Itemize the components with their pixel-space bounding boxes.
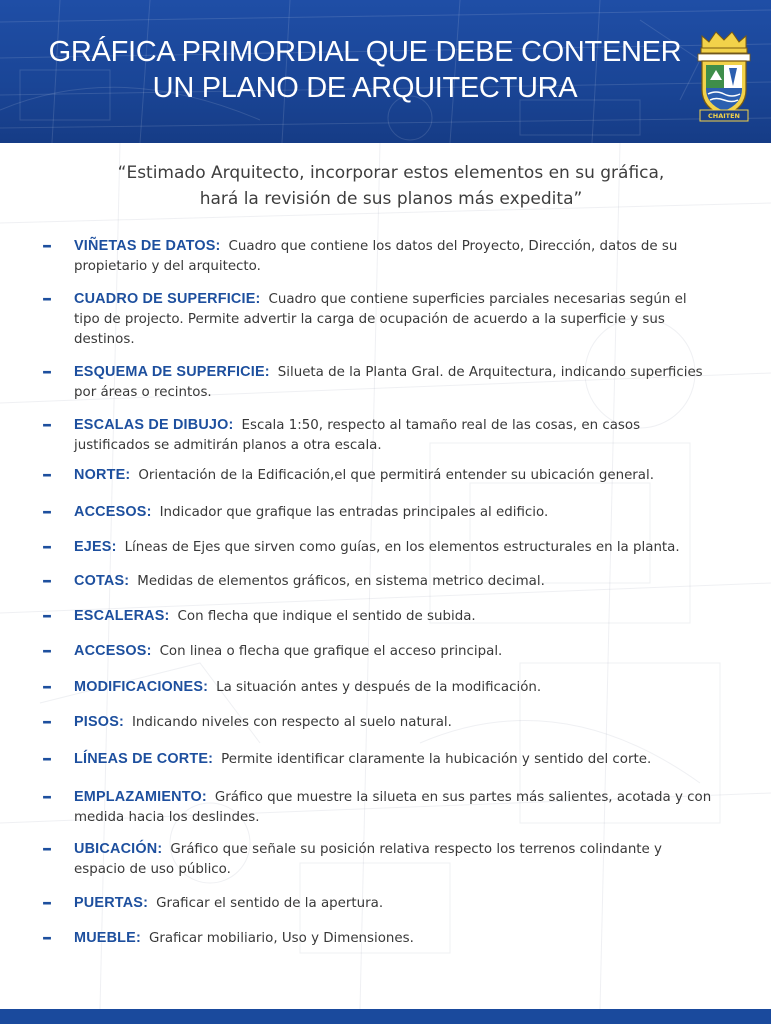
header-banner xyxy=(0,0,771,143)
item-description: Cuadro que contiene superficies parciales necesarias según el tipo de projecto. Permite advertir la carga de ocupación de acuerdo a la superficie y sus destinos. xyxy=(74,292,687,347)
item-term: ESCALAS DE DIBUJO: xyxy=(74,417,234,433)
list-item xyxy=(42,499,714,523)
item-term: NORTE: xyxy=(74,467,131,483)
item-term: ACCESOS: xyxy=(74,504,152,520)
item-term: PUERTAS: xyxy=(74,895,149,911)
item-description: Permite identificar claramente la hubicación y sentido del corte. xyxy=(221,752,652,767)
list-item xyxy=(42,534,714,558)
quote-line-2: hará la revisión de sus planos más expedita” xyxy=(199,189,583,209)
list-item xyxy=(42,836,714,880)
item-description: Líneas de Ejes que sirven como guías, en los elementos estructurales en la planta. xyxy=(124,540,680,555)
item-description: Indicador que grafique las entradas principales al edificio. xyxy=(159,505,549,520)
dash-icon: – xyxy=(42,233,52,257)
item-description: Graficar mobiliario, Uso y Dimensiones. xyxy=(148,931,414,946)
dash-icon: – xyxy=(42,359,52,383)
item-description: Escala 1:50, respecto al tamaño real de las cosas, en casos justificados se admitirán planos a otra escala. xyxy=(74,418,641,453)
dash-icon: – xyxy=(42,638,52,662)
crest-icon xyxy=(696,28,752,122)
list-item xyxy=(42,568,714,592)
item-description: Graficar el sentido de la apertura. xyxy=(156,896,384,911)
item-description: Gráfico que muestre la silueta en sus partes más salientes, acotada y con medida hacia los deslindes. xyxy=(74,790,712,825)
dash-icon: – xyxy=(42,890,52,914)
item-term: ESQUEMA DE SUPERFICIE: xyxy=(74,364,270,380)
item-description: Silueta de la Planta Gral. de Arquitectura, indicando superficies por áreas o recintos. xyxy=(74,365,703,400)
quote-line-1: “Estimado Arquitecto, incorporar estos elementos en su gráfica, xyxy=(117,163,665,183)
list-item xyxy=(42,890,714,914)
dash-icon: – xyxy=(42,603,52,627)
dash-icon: – xyxy=(42,412,52,436)
title-line-2: UN PLANO DE ARQUITECTURA xyxy=(152,72,578,104)
item-term: MUEBLE: xyxy=(74,930,141,946)
dash-icon: – xyxy=(42,286,52,310)
item-description: Cuadro que contiene los datos del Proyecto, Dirección, datos de su propietario y del arquitecto. xyxy=(74,239,678,274)
item-term: EJES: xyxy=(74,539,117,555)
crest-label: CHAITEN xyxy=(708,112,740,120)
dash-icon: – xyxy=(42,462,52,486)
list-item xyxy=(42,412,714,456)
dash-icon: – xyxy=(42,568,52,592)
item-description: Medidas de elementos gráficos, en sistema metrico decimal. xyxy=(137,574,545,589)
footer-bar xyxy=(0,1009,771,1024)
item-term: EMPLAZAMIENTO: xyxy=(74,789,207,805)
item-term: VIÑETAS DE DATOS: xyxy=(74,238,221,254)
page-title xyxy=(40,34,690,106)
item-term: ESCALERAS: xyxy=(74,608,170,624)
dash-icon: – xyxy=(42,709,52,733)
list-item xyxy=(42,925,714,949)
list-item xyxy=(42,359,714,403)
item-term: CUADRO DE SUPERFICIE: xyxy=(74,291,261,307)
dash-icon: – xyxy=(42,925,52,949)
list-item xyxy=(42,233,714,277)
dash-icon: – xyxy=(42,674,52,698)
list-item xyxy=(42,674,714,698)
dash-icon: – xyxy=(42,499,52,523)
item-term: PISOS: xyxy=(74,714,124,730)
item-description: La situación antes y después de la modificación. xyxy=(216,680,542,695)
dash-icon: – xyxy=(42,746,52,770)
item-term: MODIFICACIONES: xyxy=(74,679,209,695)
item-term: ACCESOS: xyxy=(74,643,152,659)
item-description: Orientación de la Edificación,el que permitirá entender su ubicación general. xyxy=(138,468,654,483)
list-item xyxy=(42,638,714,662)
dash-icon: – xyxy=(42,836,52,860)
list-item xyxy=(42,784,714,828)
item-description: Con flecha que indique el sentido de subida. xyxy=(177,609,476,624)
list-item xyxy=(42,746,714,770)
intro-quote xyxy=(60,160,722,212)
item-description: Gráfico que señale su posición relativa respecto los terrenos colindante y espacio de uso público. xyxy=(74,842,662,877)
item-description: Con linea o flecha que grafique el acceso principal. xyxy=(159,644,503,659)
list-item xyxy=(42,709,714,733)
item-term: COTAS: xyxy=(74,573,130,589)
list-item xyxy=(42,462,714,486)
list-item xyxy=(42,603,714,627)
item-description: Indicando niveles con respecto al suelo natural. xyxy=(131,715,452,730)
dash-icon: – xyxy=(42,784,52,808)
dash-icon: – xyxy=(42,534,52,558)
item-term: LÍNEAS DE CORTE: xyxy=(74,751,214,767)
list-item xyxy=(42,286,714,350)
item-term: UBICACIÓN: xyxy=(74,841,163,857)
title-line-1: GRÁFICA PRIMORDIAL QUE DEBE CONTENER xyxy=(48,36,682,68)
